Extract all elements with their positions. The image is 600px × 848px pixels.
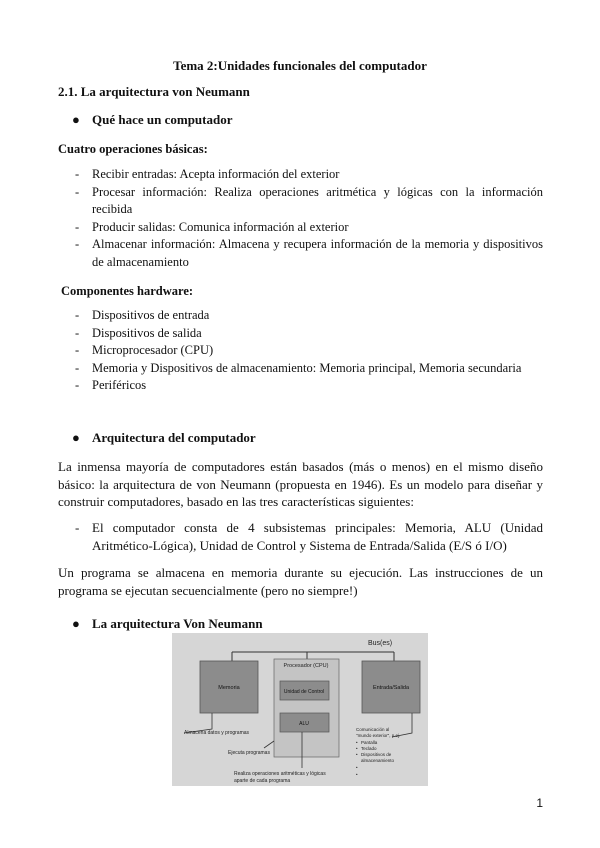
- paragraph-intro: La inmensa mayoría de computadores están basados (más o menos) en el mismo diseño básico: la arquitectura de von Neumann (propuesta en 1946). Es un modelo para diseñar y construir computadores, basado en las tres características siguientes:: [58, 459, 543, 509]
- bullet-icon: ●: [72, 616, 80, 631]
- von-neumann-diagram: [172, 633, 428, 786]
- io-label: Entrada/Salida: [372, 685, 410, 691]
- list-item: - Recibir entradas: Acepta información del exterior: [75, 167, 340, 181]
- exec-label: Ejecuta programas: [228, 750, 270, 756]
- ops-label-2: aparte de cada programa: [234, 778, 291, 784]
- paragraph-program: Un programa se almacena en memoria durante su ejecución. Las instrucciones de un programa se ejecutan secuencialmente (pero no siempre!): [58, 565, 543, 598]
- svg-text:•: •: [356, 772, 358, 777]
- memory-label: Memoria: [218, 685, 240, 691]
- bullet-heading-que-hace: [72, 112, 232, 128]
- hardware-list: [75, 307, 543, 395]
- comm-label-1: Comunicación al: [356, 727, 390, 732]
- comm-item: Teclado: [361, 746, 377, 751]
- page-number: 1: [536, 796, 543, 810]
- alu-label: ALU: [299, 721, 309, 727]
- svg-text:•: •: [356, 765, 358, 770]
- bullet-heading-text: La arquitectura Von Neumann: [92, 616, 263, 631]
- list-item: - Dispositivos de salida: [75, 325, 202, 340]
- list-item: - Periféricos: [75, 378, 147, 392]
- list-item: - El computador consta de 4 subsistemas principales: Memoria, ALU (Unidad Aritmético-Lógica), Unidad de Control y Sistema de Entrada/Salida (E/S ó I/O): [75, 520, 543, 553]
- list-item: - Almacenar información: Almacena y recupera información de la memoria y dispositivos de almacenamiento: [75, 237, 543, 269]
- cpu-label: Procesador (CPU): [283, 663, 329, 669]
- bullet-heading-arquitectura: [72, 430, 256, 446]
- feature-list: [75, 519, 543, 554]
- list-item: - Producir salidas: Comunica información al exterior: [75, 219, 349, 234]
- svg-text:•: •: [356, 740, 358, 745]
- comm-item: almacenamiento: [361, 758, 395, 763]
- comm-label-2: "mundo exterior", p.ej.: [356, 733, 401, 738]
- list-item: - Dispositivos de entrada: [75, 308, 210, 322]
- control-unit-label: Unidad de Control: [283, 689, 325, 695]
- svg-text:•: •: [356, 746, 358, 751]
- svg-text:•: •: [356, 752, 358, 757]
- comm-item: Dispositivos de: [361, 752, 392, 757]
- list-item: - Memoria y Dispositivos de almacenamiento: Memoria principal, Memoria secundaria: [75, 360, 522, 375]
- store-label: Almacena datos y programas: [184, 730, 250, 736]
- operations-heading: Cuatro operaciones básicas:: [58, 142, 208, 156]
- ops-label-1: Realiza operaciones aritméticas y lógicas: [234, 771, 326, 777]
- bullet-heading-text: Qué hace un computador: [92, 112, 233, 127]
- hardware-heading: Componentes hardware:: [61, 284, 194, 298]
- bullet-heading-text: Arquitectura del computador: [92, 430, 256, 445]
- cpu-box: [274, 659, 339, 757]
- bus-label: Bus(es): [368, 640, 393, 647]
- comm-item: Pantalla: [361, 740, 378, 745]
- document-title: Tema 2:Unidades funcionales del computador: [173, 58, 427, 73]
- bullet-icon: ●: [72, 430, 80, 445]
- bullet-icon: ●: [72, 112, 80, 127]
- list-item: - Procesar información: Realiza operaciones aritmética y lógicas con la información recibida: [75, 184, 543, 216]
- section-heading: 2.1. La arquitectura von Neumann: [58, 84, 250, 99]
- operations-list: [75, 166, 543, 271]
- bullet-heading-von-neumann: [72, 616, 263, 632]
- list-item: - Microprocesador (CPU): [75, 343, 214, 357]
